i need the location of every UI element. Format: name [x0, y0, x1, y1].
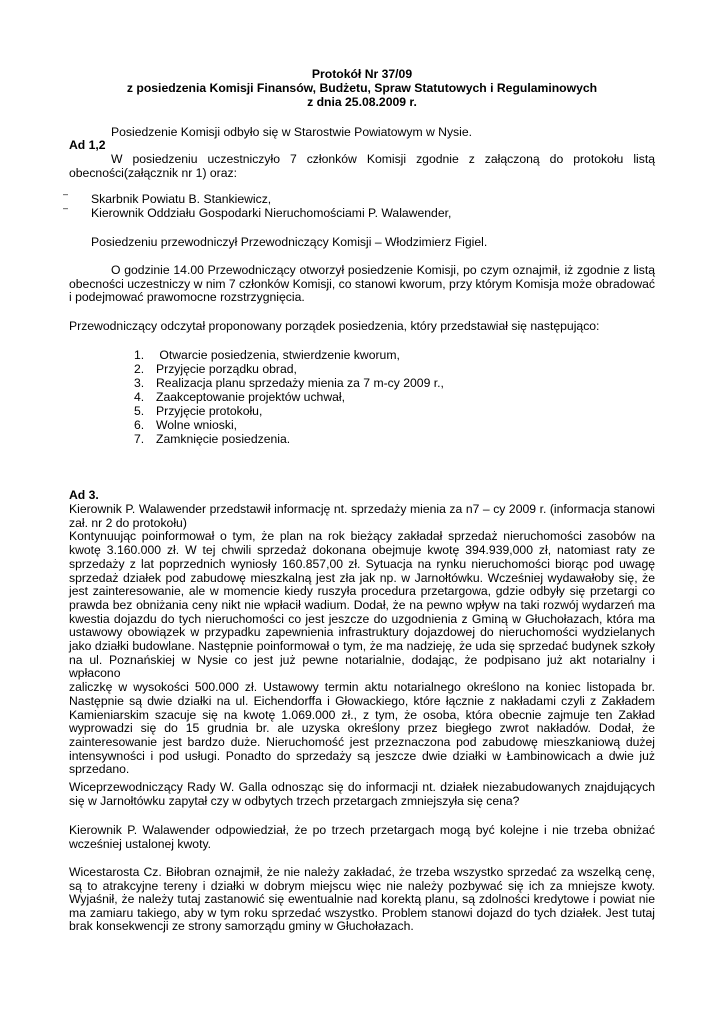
text-line: brak konsekwencji ze strony samorządu gminy w Głuchołazach.: [69, 919, 414, 934]
text-line: Wicestarosta Cz. Biłobran oznajmił, że nie należy zakładać, że trzeba wszystko sprzedać za wszelką cenę,: [69, 865, 655, 879]
ad3-heading: Ad 3.: [69, 488, 99, 502]
text-line: Wiceprzewodniczący Rady W. Galla odnosząc się do informacji nt. działek niezabudowanych znajdujących: [69, 780, 655, 794]
text-line: zał. nr 2 do protokołu): [69, 515, 187, 530]
text-line: ustawowy obowiązek w przypadku zapewnienia infrastruktury dojazdowej do nieruchomości wydzielanych: [69, 625, 655, 640]
text-line: Kierownik P. Walawender przedstawił informację nt. sprzedaży mienia za n7 – cy 2009 r. (informacja stanowi: [69, 502, 655, 516]
protocol-subtitle: z posiedzenia Komisji Finansów, Budżetu, Spraw Statutowych i Regulaminowych: [126, 81, 598, 95]
agenda-num: 4.: [134, 390, 145, 404]
text-line: jako działki budowlane. Następnie poinformował o tym, że ma nadzieję, że uda się sprzedać budynek szkoły: [69, 639, 655, 654]
agenda-item: [134, 349, 400, 363]
bullet-dash: –: [63, 203, 69, 213]
agenda-item: [134, 377, 444, 391]
bullet-dash: –: [63, 189, 69, 199]
agenda-num: 3.: [134, 376, 145, 390]
agenda-item: [134, 405, 262, 419]
agenda-text: Przyjęcie porządku obrad,: [156, 362, 297, 376]
text-line: jest zainteresowanie, ale w momencie kiedy ruszyła procedura przetargowa, gdzie odbyły się przetargi co: [69, 584, 655, 599]
text-line: Wyjaśnił, że należy tutaj zastanowić się ewentualnie nad korektą planu, są zdolności kredytowe i powiat nie: [69, 892, 655, 907]
agenda-num: 5.: [134, 404, 145, 418]
galla-paragraph: [69, 781, 655, 808]
text-line: prawda bez obniżania ceny nikt nie wpłacił wadium. Dodał, że na pewno wpływ na taki rozwój wydarzeń ma: [69, 597, 655, 612]
text-line: ma zamiaru takiego, aby w tym roku sprzedać wszystko. Problem stanowi dojazd do tych działek. Jest tutaj: [69, 905, 655, 920]
text-line: intensywności i pod usługi. Ponadto do sprzedaży są jeszcze dwie działki w Łambinowicach a dwie już: [69, 748, 655, 763]
agenda-text: Przyjęcie protokołu,: [156, 404, 263, 418]
text-line: Kamieniarskim szacuje się na kwotę 1.069.000 zł., z tym, że osoba, która obecnie zajmuje ten Zakład: [69, 707, 655, 722]
attendee-item: Kierownik Oddziału Gospodarki Nieruchomościami P. Walawender,: [91, 206, 452, 220]
text-line: sprzedano.: [69, 762, 130, 777]
reply-paragraph: [69, 824, 655, 851]
text-line: Kierownik P. Walawender odpowiedział, że po trzech przetargach mogą być kolejne i nie trzeba obniżać: [69, 823, 655, 837]
agenda-item: [134, 391, 345, 405]
text-line: obecności uczestniczy w nim 7 członków Komisji, co stanowi kworum, przy którym Komisja może obradować: [69, 276, 655, 291]
agenda-num: 7.: [134, 432, 145, 446]
agenda-text: Zaakceptowanie projektów uchwał,: [156, 390, 346, 404]
text-line: sprzedaży z lat poprzednich wyniosły 160.857,00 zł. Sytuacja na rynku nieruchomości biorąc pod uwagę: [69, 556, 655, 571]
agenda-item: [134, 363, 297, 377]
agenda-text: Realizacja planu sprzedaży mienia za 7 m-cy 2009 r.,: [156, 376, 444, 390]
agenda-num: 6.: [134, 418, 145, 432]
intro-paragraph: Posiedzenie Komisji odbyło się w Starostwie Powiatowym w Nysie.: [111, 125, 473, 139]
agenda-num: 1.: [134, 348, 145, 362]
attendee-item: Skarbnik Powiatu B. Stankiewicz,: [91, 192, 272, 206]
text-line: Następnie są dwie działki na ul. Eichendorffa i Głowackiego, które łącznie z nakładami czyli z Zakładem: [69, 693, 655, 708]
ad3-paragraph: [69, 503, 655, 777]
agenda-intro: Przewodniczący odczytał proponowany porządek posiedzenia, który przedstawiał się następująco:: [69, 319, 600, 333]
text-line: się w Jarnołtówku zapytał czy w odbytych trzech przetargach zmniejszyła się cena?: [69, 793, 520, 808]
text-line: są to atrakcyjne tereny i działki w dobrym miejscu więc nie należy pozbywać się ich za mniejsze kwoty.: [69, 878, 655, 893]
text-line: wyprowadzi się do 15 grudnia br. ale uzyska określony przez biegłego zwrot nakładów. Dodał, że: [69, 721, 655, 736]
text-line: i podejmować prawomocne rozstrzygnięcia.: [69, 290, 305, 305]
text-line: O godzinie 14.00 Przewodniczący otworzył posiedzenie Komisji, po czym oznajmił, iż zgodnie z listą: [111, 263, 655, 277]
bilobran-paragraph: [69, 866, 655, 934]
text-line: W posiedzeniu uczestniczyło 7 członków Komisji zgodnie z załączoną do protokołu listą: [111, 152, 655, 166]
text-line: na ul. Poznańskiej w Nysie co jest już pewne notarialnie, dodając, że podpisano już akt notarialny i wpłacono: [69, 652, 655, 681]
agenda-text: Otwarcie posiedzenia, stwierdzenie kworum,: [156, 348, 400, 362]
ad12-heading: Ad 1,2: [69, 138, 106, 152]
agenda-item: [134, 419, 237, 433]
text-line: zainteresowanie jest bardzo duże. Nieruchomość jest przeznaczona pod zabudowę mieszkaniową dużej: [69, 734, 655, 749]
text-line: kwestia dojazdu do tych nieruchomości co jest jeszcze do uzgodnienia z Gminą w Głuchołazach, która ma: [69, 611, 655, 626]
agenda-num: 2.: [134, 362, 145, 376]
opening-paragraph: [69, 264, 655, 305]
text-line: zaliczkę w wysokości 500.000 zł. Ustawowy termin aktu notarialnego określono na koniec listopada br.: [69, 680, 655, 695]
agenda-text: Wolne wnioski,: [156, 418, 238, 432]
text-line: Kontynuując poinformował o tym, że plan na rok bieżący zakładał sprzedaż nieruchomości zasobów na: [69, 529, 655, 544]
agenda-text: Zamknięcie posiedzenia.: [156, 432, 291, 446]
agenda-item: [134, 433, 290, 447]
protocol-title: Protokół Nr 37/09: [311, 67, 413, 81]
protocol-date: z dnia 25.08.2009 r.: [307, 95, 417, 109]
text-line: obecności(załącznik nr 1) oraz:: [69, 165, 237, 180]
text-line: kwotę 3.160.000 zł. W tej chwili sprzedaż dokonana obejmuje kwotę 394.939,000 zł, natomiast raty ze: [69, 543, 655, 558]
text-line: wcześniej ustalonej kwoty.: [69, 836, 212, 851]
ad12-paragraph: [69, 153, 655, 180]
text-line: sprzedaż działek pod zabudowę mieszkalną jest zła jak np. w Jarnołtówku. Wcześniej wydawałoby się, że: [69, 570, 655, 585]
chair-paragraph: Posiedzeniu przewodniczył Przewodniczący Komisji – Włodzimierz Figiel.: [91, 235, 488, 249]
